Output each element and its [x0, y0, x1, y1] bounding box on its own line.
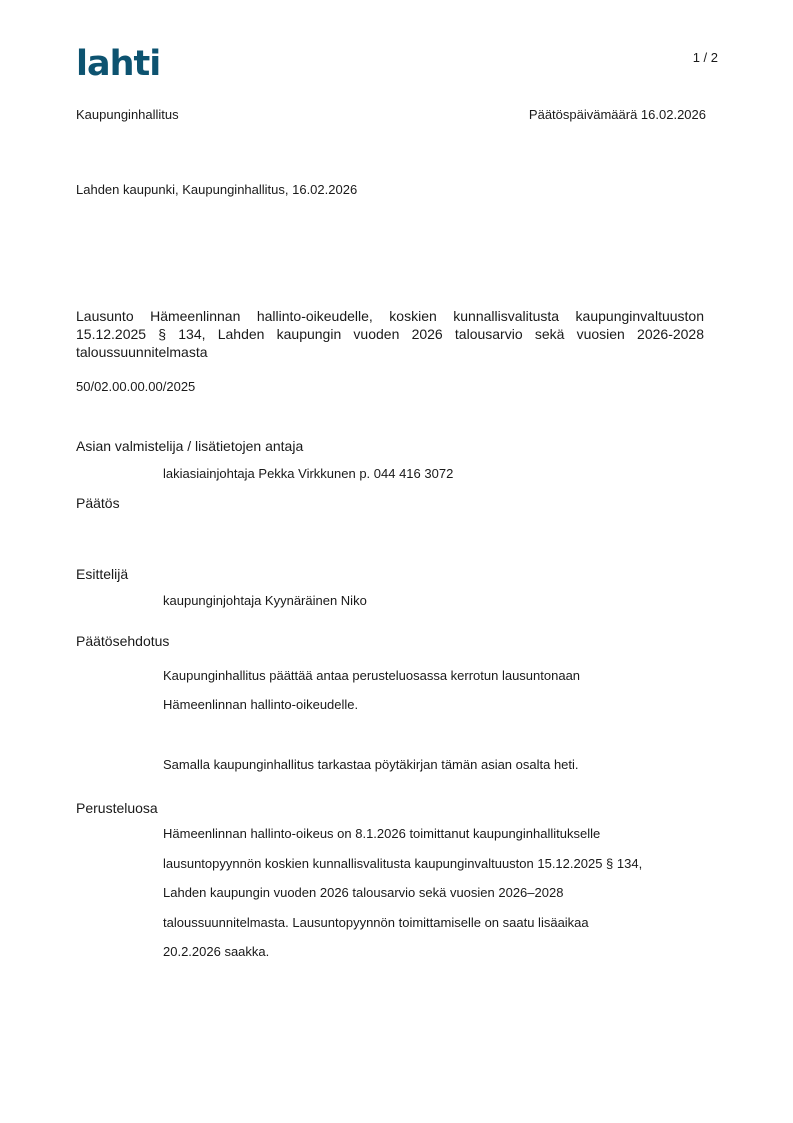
logo-wordmark: lahti	[76, 44, 161, 84]
organ-name: Kaupunginhallitus	[76, 107, 179, 122]
decision-date: Päätöspäivämäärä 16.02.2026	[528, 107, 706, 122]
rationale-heading: Perusteluosa	[76, 800, 158, 816]
proposal-line-1: Kaupunginhallitus päättää antaa perusteluosassa kerrotun lausuntonaan	[163, 668, 581, 683]
rationale-line-3: Lahden kaupungin vuoden 2026 talousarvio sekä vuosien 2026–2028	[163, 885, 564, 900]
preparer-heading: Asian valmistelija / lisätietojen antaja	[76, 438, 304, 454]
rationale-line-1: Hämeenlinnan hallinto-oikeus on 8.1.2026 toimittanut kaupunginhallitukselle	[163, 826, 601, 841]
proposal-line-2: Hämeenlinnan hallinto-oikeudelle.	[163, 697, 359, 712]
presenter-value: kaupunginjohtaja Kyynäräinen Niko	[163, 593, 367, 608]
preparer-value: lakiasiainjohtaja Pekka Virkkunen p. 044 416 3072	[163, 466, 454, 481]
rationale-line-2: lausuntopyynnön koskien kunnallisvalitusta kaupunginvaltuuston 15.12.2025 § 134,	[163, 856, 643, 871]
rationale-line-5: 20.2.2026 saakka.	[163, 944, 270, 959]
record-number: 50/02.00.00.00/2025	[76, 379, 196, 394]
lahti-logo	[76, 46, 168, 82]
meeting-line: Lahden kaupunki, Kaupunginhallitus, 16.02.2026	[76, 182, 358, 197]
page-number: 1 / 2	[692, 50, 718, 65]
presenter-heading: Esittelijä	[76, 566, 129, 582]
rationale-line-4: taloussuunnitelmasta. Lausuntopyynnön toimittamiselle on saatu lisäaikaa	[163, 915, 589, 930]
proposal-line-3: Samalla kaupunginhallitus tarkastaa pöytäkirjan tämän asian osalta heti.	[163, 757, 579, 772]
decision-heading: Päätös	[76, 495, 120, 511]
proposal-heading: Päätösehdotus	[76, 633, 170, 649]
document-title: Lausunto Hämeenlinnan hallinto-oikeudelle, koskien kunnallisvalitusta kaupunginvaltuuston 15.12.2025 § 134, Lahden kaupungin vuoden 2026 talousarvio sekä vuosien 2026-2028 taloussuunnitelmasta	[76, 308, 704, 360]
